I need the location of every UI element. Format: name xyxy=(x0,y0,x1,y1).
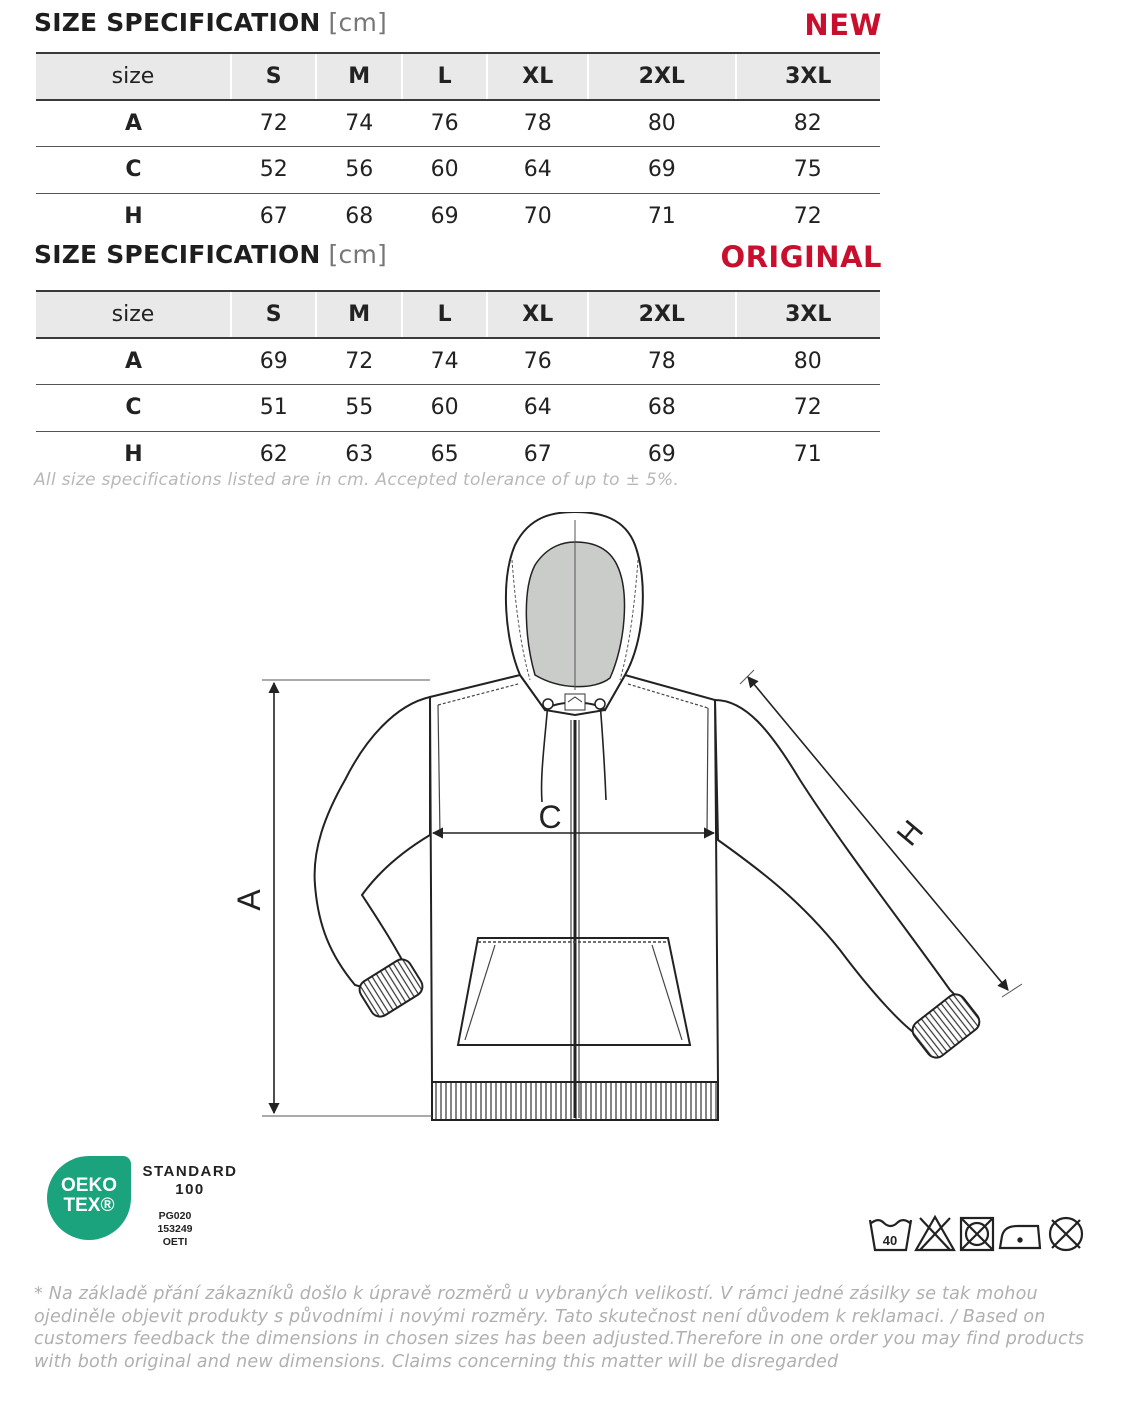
table-cell: 76 xyxy=(402,100,487,147)
table-cell: 71 xyxy=(647,204,676,229)
table-row xyxy=(36,193,880,240)
table-cell: 72 xyxy=(316,338,401,385)
header-cell: M xyxy=(316,291,401,338)
header-cell: M xyxy=(316,53,401,100)
table-header-row xyxy=(36,291,880,338)
footnote: * Na základě přání zákazníků došlo k úpravě rozměrů u vybraných velikostí. V rámci jedné zásilky se tak mohou ojediněle objevit produkty s původními i novými rozměry. Tato skutečnost není důvodem k reklamaci. / Based on customers feedback the dimensions in chosen sizes has been adjusted.Therefore in one order you may find products with both original and new dimensions. Claims concerning this matter will be disregarded xyxy=(34,1284,1085,1372)
oeko-tex-badge: OEKO TEX® xyxy=(47,1156,131,1240)
table-header-row xyxy=(36,53,880,100)
table-row xyxy=(36,147,880,194)
tolerance-note: All size specifications listed are in cm. Accepted tolerance of up to ± 5%. xyxy=(34,470,680,490)
row-label: A xyxy=(36,338,231,385)
table-cell: 82 xyxy=(736,100,880,147)
table-cell: 52 xyxy=(231,147,316,194)
table-cell: 68 xyxy=(345,204,374,229)
original-badge: ORIGINAL xyxy=(720,240,882,274)
table-cell: 63 xyxy=(345,442,374,467)
table-cell: 75 xyxy=(736,147,880,194)
header-cell: 3XL xyxy=(736,53,880,100)
table-cell: 60 xyxy=(402,385,487,432)
table-row xyxy=(36,338,880,385)
table-cell: 76 xyxy=(487,338,588,385)
header-cell: L xyxy=(402,53,487,100)
oeko-standard: STANDARD 100 xyxy=(142,1163,238,1198)
header-cell: 2XL xyxy=(588,53,735,100)
table-cell: 62 xyxy=(259,442,288,467)
iron-low-icon xyxy=(1000,1226,1040,1248)
table-cell: 72 xyxy=(736,385,880,432)
header-cell: XL xyxy=(487,53,588,100)
table-cell: 78 xyxy=(487,100,588,147)
label-c: C xyxy=(538,799,562,835)
new-badge: NEW xyxy=(804,8,882,42)
table-cell: 67 xyxy=(523,442,552,467)
svg-text:40: 40 xyxy=(882,1233,898,1248)
wash-40-icon xyxy=(870,1220,911,1250)
table-cell: 80 xyxy=(588,100,735,147)
oeko-certificate-code: PG020 153249 OETI xyxy=(157,1210,193,1248)
table-cell: 67 xyxy=(259,204,288,229)
table-row xyxy=(36,100,880,147)
header-cell: 2XL xyxy=(588,291,735,338)
hoodie-diagram xyxy=(230,512,1050,1132)
table-row xyxy=(36,385,880,432)
table-cell: 64 xyxy=(487,147,588,194)
size-table-new xyxy=(36,52,880,240)
row-label: C xyxy=(36,147,231,194)
table-cell: 65 xyxy=(430,442,459,467)
header-cell: size xyxy=(36,291,231,338)
header-cell: S xyxy=(231,291,316,338)
table-cell: 68 xyxy=(588,385,735,432)
spec-header-original xyxy=(34,240,882,276)
table-cell: 71 xyxy=(793,442,822,467)
table-cell: 70 xyxy=(523,204,552,229)
label-h: H xyxy=(890,814,930,853)
table-cell: 69 xyxy=(588,147,735,194)
table-cell: 64 xyxy=(487,385,588,432)
care-symbols xyxy=(868,1212,1090,1254)
no-tumble-dry-icon xyxy=(961,1218,993,1250)
table-cell: 69 xyxy=(647,442,676,467)
row-label: H xyxy=(124,204,143,229)
table-cell: 51 xyxy=(231,385,316,432)
table-cell: 74 xyxy=(402,338,487,385)
spec-title: SIZE SPECIFICATION [cm] xyxy=(34,8,387,37)
table-cell: 78 xyxy=(588,338,735,385)
table-cell: 69 xyxy=(231,338,316,385)
header-cell: 3XL xyxy=(736,291,880,338)
header-cell: XL xyxy=(487,291,588,338)
spec-title: SIZE SPECIFICATION [cm] xyxy=(34,240,387,269)
oeko-tex-logo xyxy=(47,1156,131,1240)
right-sleeve xyxy=(715,700,960,1040)
table-cell: 74 xyxy=(316,100,401,147)
table-cell: 80 xyxy=(736,338,880,385)
size-table-original xyxy=(36,290,880,478)
table-cell: 56 xyxy=(316,147,401,194)
no-dry-clean-icon xyxy=(1050,1218,1082,1250)
table-cell: 60 xyxy=(402,147,487,194)
row-label: C xyxy=(36,385,231,432)
header-cell: L xyxy=(402,291,487,338)
row-label: H xyxy=(124,442,143,467)
table-cell: 72 xyxy=(793,204,822,229)
spec-header-new xyxy=(34,8,882,44)
header-cell: size xyxy=(36,53,231,100)
header-cell: S xyxy=(231,53,316,100)
row-label: A xyxy=(36,100,231,147)
no-bleach-icon xyxy=(916,1217,954,1250)
table-cell: 72 xyxy=(231,100,316,147)
table-cell: 69 xyxy=(430,204,459,229)
label-a: A xyxy=(231,889,267,911)
left-sleeve xyxy=(315,697,430,995)
table-cell: 55 xyxy=(316,385,401,432)
